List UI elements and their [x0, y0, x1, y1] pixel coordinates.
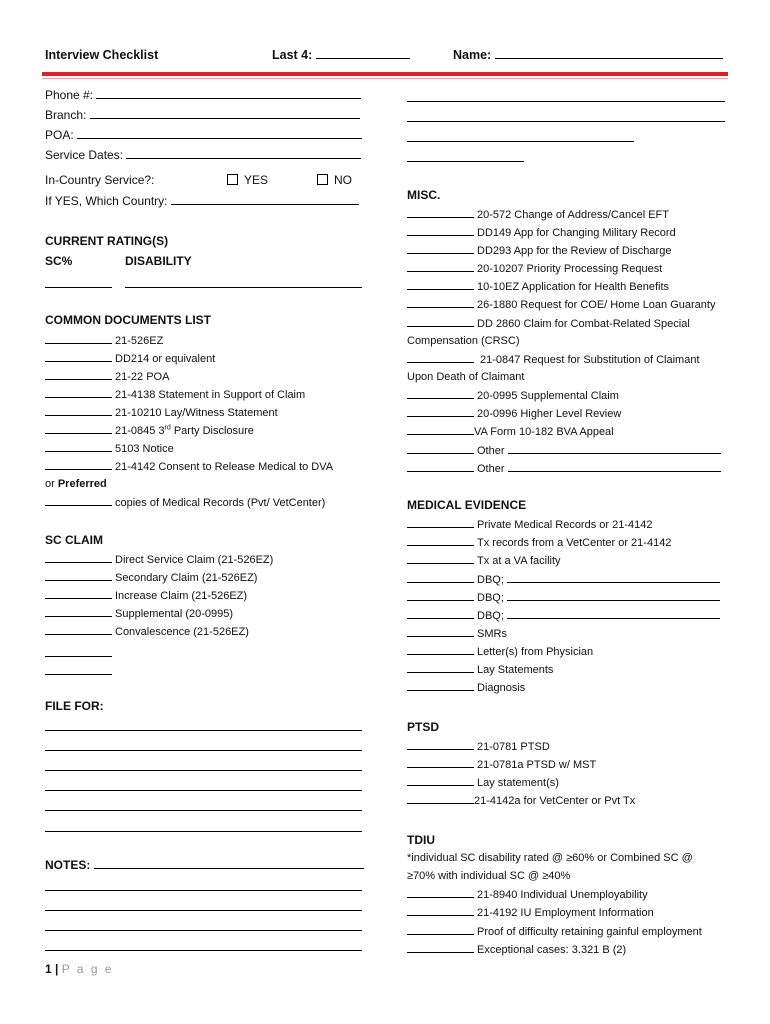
- ptsd-item[interactable]: 21-0781 PTSD: [407, 740, 550, 753]
- file-for-line[interactable]: [45, 790, 362, 791]
- med-item[interactable]: Private Medical Records or 21-4142: [407, 518, 652, 531]
- file-for-title: FILE FOR:: [45, 699, 104, 713]
- disability-blank[interactable]: [125, 287, 362, 288]
- sc-percent-blank[interactable]: [45, 287, 112, 288]
- disability-label: DISABILITY: [125, 254, 192, 268]
- doc-item[interactable]: 21-4138 Statement in Support of Claim: [45, 388, 305, 401]
- docs-title: COMMON DOCUMENTS LIST: [45, 313, 211, 327]
- med-item[interactable]: Letter(s) from Physician: [407, 645, 593, 658]
- blank-line[interactable]: [407, 101, 725, 102]
- notes-field[interactable]: NOTES:: [45, 858, 364, 872]
- ptsd-item[interactable]: Lay statement(s): [407, 776, 559, 789]
- tdiu-note: ≥70% with individual SC @ ≥40%: [407, 870, 571, 882]
- tdiu-note: *individual SC disability rated @ ≥60% or Combined SC @: [407, 852, 693, 864]
- ptsd-item[interactable]: 21-0781a PTSD w/ MST: [407, 758, 596, 771]
- med-item[interactable]: SMRs: [407, 627, 507, 640]
- misc-title: MISC.: [407, 188, 441, 202]
- med-item[interactable]: Diagnosis: [407, 681, 525, 694]
- doc-item[interactable]: 21-10210 Lay/Witness Statement: [45, 406, 278, 419]
- notes-line[interactable]: [45, 890, 362, 891]
- poa-field[interactable]: POA:: [45, 128, 362, 142]
- sc-percent-label: SC%: [45, 254, 73, 268]
- doc-item[interactable]: 21-22 POA: [45, 370, 169, 383]
- sc-claim-item[interactable]: Supplemental (20-0995): [45, 607, 233, 620]
- branch-field[interactable]: Branch:: [45, 108, 360, 122]
- last4-field[interactable]: [272, 48, 410, 62]
- phone-field[interactable]: Phone #:: [45, 88, 361, 102]
- ptsd-item[interactable]: 21-4142a for VetCenter or Pvt Tx: [407, 794, 635, 807]
- tdiu-item[interactable]: Proof of difficulty retaining gainful employment: [407, 925, 702, 938]
- misc-item-cont: Upon Death of Claimant: [407, 371, 525, 383]
- ptsd-title: PTSD: [407, 720, 440, 734]
- tdiu-item[interactable]: 21-8940 Individual Unemployability: [407, 888, 648, 901]
- med-item[interactable]: Tx at a VA facility: [407, 554, 561, 567]
- file-for-line[interactable]: [45, 831, 362, 832]
- doc-item[interactable]: 21-526EZ: [45, 334, 163, 347]
- no-checkbox[interactable]: NO: [317, 173, 352, 187]
- blank-line[interactable]: [407, 161, 524, 162]
- misc-other[interactable]: Other: [407, 462, 721, 475]
- med-item[interactable]: Tx records from a VetCenter or 21-4142: [407, 536, 671, 549]
- notes-line[interactable]: [45, 930, 362, 931]
- misc-item[interactable]: 10-10EZ Application for Health Benefits: [407, 280, 669, 293]
- tdiu-title: TDIU: [407, 833, 435, 847]
- ratings-title: CURRENT RATING(S): [45, 234, 169, 248]
- misc-item[interactable]: 26-1880 Request for COE/ Home Loan Guaranty: [407, 298, 715, 311]
- checkbox-icon: [317, 174, 328, 185]
- tdiu-item[interactable]: 21-4192 IU Employment Information: [407, 906, 654, 919]
- file-for-line[interactable]: [45, 770, 362, 771]
- name-label: Name:: [453, 48, 492, 62]
- incountry-label: In-Country Service?:: [45, 173, 155, 187]
- page-footer: 1 | P a g e: [45, 962, 114, 976]
- sc-claim-title: SC CLAIM: [45, 533, 103, 547]
- dbq-item[interactable]: DBQ;: [407, 573, 720, 586]
- form-title: Interview Checklist: [45, 48, 159, 62]
- doc-item[interactable]: DD214 or equivalent: [45, 352, 215, 365]
- name-field[interactable]: [453, 48, 723, 62]
- blank-line[interactable]: [45, 674, 112, 675]
- yes-checkbox[interactable]: YES: [227, 173, 268, 187]
- doc-item[interactable]: 21-4142 Consent to Release Medical to DVA: [45, 460, 333, 473]
- med-item[interactable]: Lay Statements: [407, 663, 553, 676]
- misc-item[interactable]: DD149 App for Changing Military Record: [407, 226, 676, 239]
- misc-item[interactable]: VA Form 10-182 BVA Appeal: [407, 425, 614, 438]
- misc-item[interactable]: 20-0996 Higher Level Review: [407, 407, 621, 420]
- misc-item[interactable]: 20-0995 Supplemental Claim: [407, 389, 619, 402]
- sc-claim-item[interactable]: Increase Claim (21-526EZ): [45, 589, 247, 602]
- blank-line[interactable]: [407, 141, 634, 142]
- sc-claim-item[interactable]: Secondary Claim (21-526EZ): [45, 571, 257, 584]
- header-divider-shadow: [42, 78, 728, 79]
- or-preferred-text: or Preferred: [45, 478, 107, 490]
- notes-line[interactable]: [45, 910, 362, 911]
- file-for-line[interactable]: [45, 810, 362, 811]
- header-divider: [42, 72, 728, 76]
- doc-item[interactable]: 21-0845 3rd Party Disclosure: [45, 424, 254, 437]
- sc-claim-item[interactable]: Direct Service Claim (21-526EZ): [45, 553, 273, 566]
- misc-item[interactable]: DD293 App for the Review of Discharge: [407, 244, 671, 257]
- misc-item[interactable]: 21-0847 Request for Substitution of Claimant: [407, 353, 700, 366]
- sc-claim-item[interactable]: Convalescence (21-526EZ): [45, 625, 249, 638]
- misc-other[interactable]: Other: [407, 444, 721, 457]
- service-dates-field[interactable]: Service Dates:: [45, 148, 361, 162]
- dbq-item[interactable]: DBQ;: [407, 609, 720, 622]
- blank-line[interactable]: [45, 656, 112, 657]
- dbq-item[interactable]: DBQ;: [407, 591, 720, 604]
- misc-item[interactable]: 20-10207 Priority Processing Request: [407, 262, 662, 275]
- doc-item[interactable]: 5103 Notice: [45, 442, 174, 455]
- misc-item[interactable]: DD 2860 Claim for Combat-Related Special: [407, 317, 690, 330]
- medical-title: MEDICAL EVIDENCE: [407, 498, 527, 512]
- blank-line[interactable]: [407, 121, 725, 122]
- checkbox-icon: [227, 174, 238, 185]
- file-for-line[interactable]: [45, 750, 362, 751]
- last4-label: Last 4:: [272, 48, 313, 62]
- file-for-line[interactable]: [45, 730, 362, 731]
- which-country-field[interactable]: If YES, Which Country:: [45, 194, 359, 208]
- notes-line[interactable]: [45, 950, 362, 951]
- misc-item[interactable]: 20-572 Change of Address/Cancel EFT: [407, 208, 669, 221]
- doc-item[interactable]: copies of Medical Records (Pvt/ VetCenter): [45, 496, 325, 509]
- misc-item-cont: Compensation (CRSC): [407, 335, 520, 347]
- tdiu-item[interactable]: Exceptional cases: 3.321 B (2): [407, 943, 626, 956]
